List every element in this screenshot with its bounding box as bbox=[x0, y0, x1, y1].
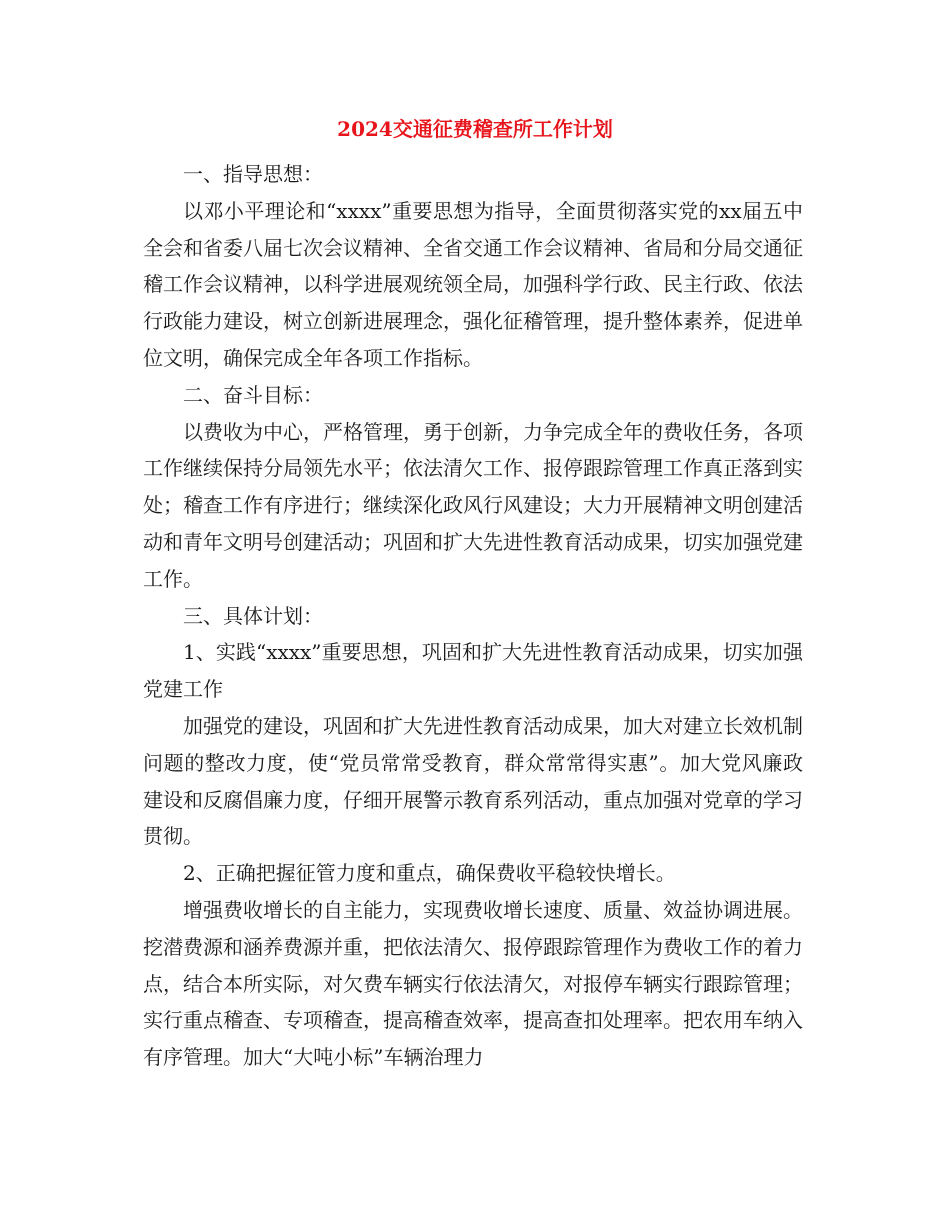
section-heading-guiding-thought: 一、指导思想： bbox=[183, 162, 323, 186]
document-body bbox=[143, 156, 803, 1076]
plan-item-1-heading: 1、实践“xxxx”重要思想，巩固和扩大先进性教育活动成果，切实加强党建工作 bbox=[143, 640, 803, 702]
document-title: 2024交通征费稽查所工作计划 bbox=[337, 117, 613, 141]
plan-item-1-paragraph: 加强党的建设，巩固和扩大先进性教育活动成果，加大对建立长效机制问题的整改力度，使“党员常常受教育，群众常常得实惠”。加大党风廉政建设和反腐倡廉力度，仔细开展警示教育系列活动，重点加强对党章的学习贯彻。 bbox=[143, 713, 803, 849]
section-heading-plan: 三、具体计划： bbox=[183, 603, 323, 628]
plan-item-2-paragraph: 增强费收增长的自主能力，实现费收增长速度、质量、效益协调进展。挖潜费源和涵养费源并重，把依法清欠、报停跟踪管理作为费收工作的着力点，结合本所实际，对欠费车辆实行依法清欠，对报停车辆实行跟踪管理；实行重点稽查、专项稽查，提高稽查效率，提高查扣处理率。把农用车纳入有序管理。加大“大吨小标”车辆治理力 bbox=[143, 897, 803, 1070]
plan-item-2-heading: 2、正确把握征管力度和重点，确保费收平稳较快增长。 bbox=[183, 861, 676, 886]
section-heading-goals: 二、奋斗目标： bbox=[183, 382, 323, 407]
paragraph-goals: 以费收为中心，严格管理，勇于创新，力争完成全年的费收任务，各项工作继续保持分局领先水平；依法清欠工作、报停跟踪管理工作真正落到实处；稽查工作有序进行；继续深化政风行风建设；大力开展精神文明创建活动和青年文明号创建活动；巩固和扩大先进性教育活动成果，切实加强党建工作。 bbox=[143, 419, 803, 591]
paragraph-guiding-thought: 以邓小平理论和“xxxx”重要思想为指导，全面贯彻落实党的xx届五中全会和省委八届七次会议精神、全省交通工作会议精神、省局和分局交通征稽工作会议精神，以科学进展观统领全局，加强科学行政、民主行政、依法行政能力建设，树立创新进展理念，强化征稽管理，提升整体素养，促进单位文明，确保完成全年各项工作指标。 bbox=[143, 198, 803, 370]
